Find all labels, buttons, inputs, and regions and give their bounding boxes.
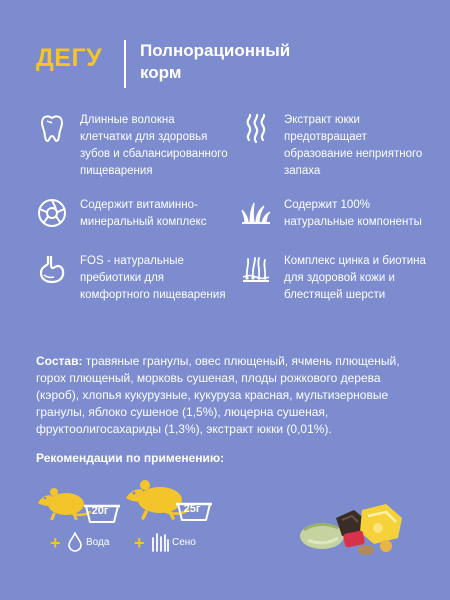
large-dose-badge: 25г: [183, 503, 201, 515]
feature-text: Содержит 100% натуральные компоненты: [284, 199, 422, 228]
composition: [36, 353, 422, 438]
feature-text: Комплекс цинка и биотина для здоровой кожи и блестящей шерсти: [284, 255, 426, 301]
recommendations-title: Рекомендации по применению:: [36, 451, 225, 465]
composition-label: Состав:: [36, 354, 83, 368]
header-divider: [124, 40, 126, 88]
small-dose-badge: 20г: [91, 505, 109, 517]
feature-text: Длинные волокна клетчатки для здоровья зубов и сбалансированного пищеварения: [80, 114, 228, 177]
tooth-icon: [36, 112, 68, 144]
grass-icon: [240, 197, 272, 229]
composition-text: травяные гранулы, овес плющеный, ячмень плющеный, горох плющеный, морковь сушеная, плоды рожкового дерева (кэроб), хлопья кукурузные, кукуруза красная, мультизерновые гранулы, яблоко сушеное (1,5%), люцерна сушеная, фруктоолигосахариды (1,3%), экстракт юкки (0,01%).: [36, 354, 400, 436]
food-pile-image: [296, 498, 408, 560]
header: [36, 38, 426, 90]
stomach-icon: [36, 253, 68, 285]
title-line-2: корм: [140, 63, 182, 82]
aroma-icon: [240, 112, 272, 144]
fur-icon: [240, 253, 272, 285]
brand-name: ДЕГУ: [36, 44, 103, 72]
feature-text: Содержит витаминно- минеральный комплекс: [80, 199, 207, 228]
aperture-icon: [36, 197, 68, 229]
title-line-1: Полнорационный: [140, 41, 291, 60]
page-title: [140, 40, 400, 84]
water-label: Вода: [86, 537, 110, 548]
feature-text: Экстракт юкки предотвращает образование неприятного запаха: [284, 114, 423, 177]
plus-icon: +: [50, 533, 61, 553]
hay-icon: [150, 532, 170, 552]
water-drop-icon: [68, 532, 82, 552]
hay-label: Сено: [172, 537, 196, 548]
feature-text: FOS - натуральные пребиотики для комфортного пищеварения: [80, 255, 226, 301]
plus-icon: +: [134, 533, 145, 553]
